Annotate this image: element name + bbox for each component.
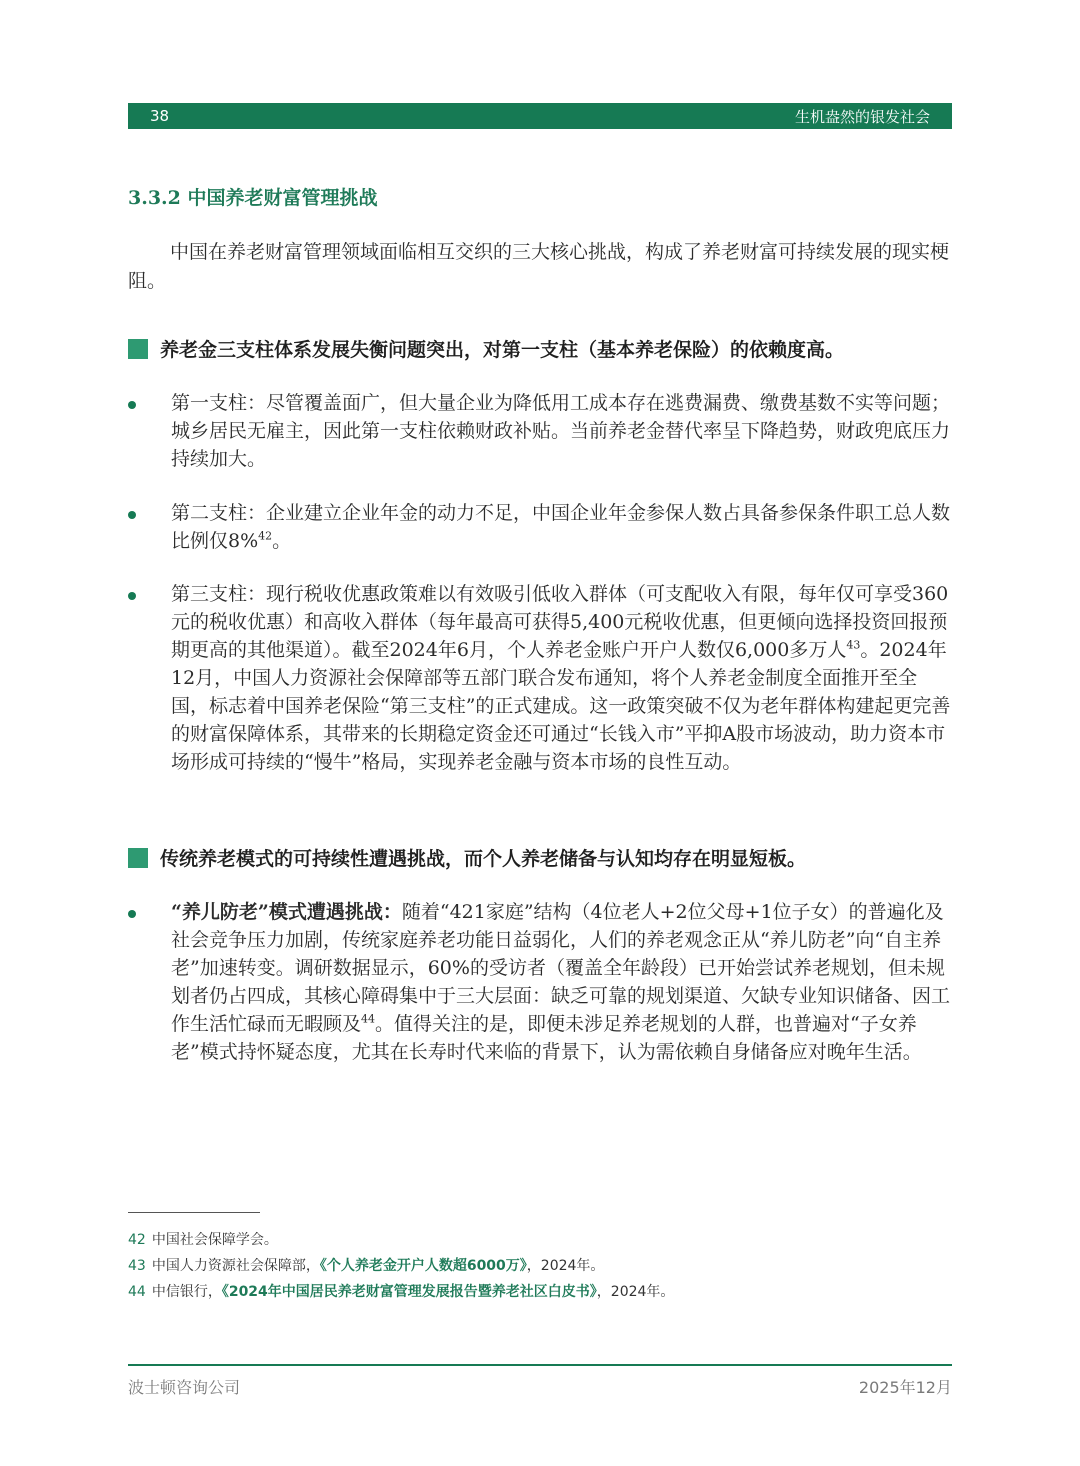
bullet-pillar-1: [128, 389, 952, 473]
subheading-pillar-imbalance: [128, 335, 952, 362]
footnote-ref: 44: [361, 1012, 376, 1026]
green-square-marker: [128, 848, 148, 868]
intro-paragraph: 中国在养老财富管理领域面临相互交织的三大核心挑战，构成了养老财富可持续发展的现实梗阻。: [128, 241, 950, 292]
footnotes: [128, 1227, 674, 1305]
bullet-text: [171, 898, 952, 1066]
bullet-dot: [128, 592, 136, 600]
footnote-number: 42: [128, 1232, 146, 1248]
footnote-item: [128, 1279, 674, 1305]
footnote-ref: 43: [846, 638, 861, 652]
bullet-pillar-3: [128, 580, 952, 776]
bullet-dot: [128, 910, 136, 918]
bullet-text: [171, 580, 952, 776]
footer-divider: [128, 1364, 952, 1366]
footnote-item: [128, 1227, 674, 1253]
bullet-body: 第二支柱：企业建立企业年金的动力不足，中国企业年金参保人数占具备参保条件职工总人数比例仅8%: [171, 502, 951, 552]
footer-company: 波士顿咨询公司: [128, 1378, 241, 1397]
footnote-text: 中国人力资源社会保障部，: [151, 1258, 320, 1274]
subheading-text: 养老金三支柱体系发展失衡问题突出，对第一支柱（基本养老保险）的依赖度高。: [160, 339, 845, 361]
bullet-dot: [128, 511, 136, 519]
section-heading: 3.3.2 中国养老财富管理挑战: [128, 187, 378, 209]
header-bar: [128, 103, 952, 129]
footnote-item: [128, 1253, 674, 1279]
bullet-pillar-2: [128, 499, 952, 555]
bullet-body: 随着“421家庭”结构（4位老人+2位父母+1位子女）的普遍化及社会竞争压力加剧，传统家庭养老功能日益弱化，人们的养老观念正从“养儿防老”向“自主养老”加速转变。调研数据显示，60%的受访者（覆盖全年龄段）已开始尝试养老规划，但未规划者仍占四成，其核心障碍集中于三大层面：缺乏可靠的规划渠道、欠缺专业知识储备、因工作生活忙碌而无暇顾及: [171, 901, 951, 1035]
footnote-title: 《2024年中国居民养老财富管理发展报告暨养老社区白皮书》: [221, 1284, 597, 1300]
footnote-text: 中国社会保障学会。: [151, 1232, 278, 1248]
bullet-dot: [128, 401, 136, 409]
footer-date: 2025年12月: [858, 1378, 952, 1397]
footnote-tail: ，2024年。: [596, 1284, 675, 1300]
bullet-body: 第三支柱：现行税收优惠政策难以有效吸引低收入群体（可支配收入有限，每年仅可享受360元的税收优惠）和高收入群体（每年最高可获得5,400元税收优惠，但更倾向选择投资回报预期更高的其他渠道）。截至2024年6月，个人养老金账户开户人数仅6,000多万人: [171, 583, 949, 661]
bullet-text: 第一支柱：尽管覆盖面广，但大量企业为降低用工成本存在逃费漏费、缴费基数不实等问题；城乡居民无雇主，因此第一支柱依赖财政补贴。当前养老金替代率呈下降趋势，财政兜底压力持续加大。: [171, 392, 951, 470]
page-number: 38: [150, 107, 170, 125]
bullet-raising-children: [128, 898, 952, 1066]
bullet-text: [171, 499, 952, 555]
footnote-number: 43: [128, 1258, 146, 1274]
subheading-traditional-model: [128, 844, 952, 871]
bullet-end: 。: [272, 530, 292, 552]
green-square-marker: [128, 339, 148, 359]
footnote-number: 44: [128, 1284, 146, 1300]
footnote-tail: ，2024年。: [526, 1258, 605, 1274]
footnote-text: 中信银行，: [151, 1284, 222, 1300]
bullet-lead: “养儿防老”模式遭遇挑战：: [171, 901, 402, 923]
footnote-title: 《个人养老金开户人数超6000万》: [319, 1258, 527, 1274]
subheading-text: 传统养老模式的可持续性遭遇挑战，而个人养老储备与认知均存在明显短板。: [160, 848, 807, 870]
bullet-body-cont: 。2024年12月，中国人力资源社会保障部等五部门联合发布通知，将个人养老金制度全面推开至全国，标志着中国养老保险“第三支柱”的正式建成。这一政策突破不仅为老年群体构建起更完善的财富保障体系，其带来的长期稳定资金还可通过“长钱入市”平抑A股市场波动，助力资本市场形成可持续的“慢牛”格局，实现养老金融与资本市场的良性互动。: [171, 639, 951, 773]
bullet-body-cont: 。值得关注的是，即便未涉足养老规划的人群，也普遍对“子女养老”模式持怀疑态度，尤其在长寿时代来临的背景下，认为需依赖自身储备应对晚年生活。: [171, 1013, 922, 1063]
footnote-divider: [128, 1212, 260, 1213]
footnote-ref: 42: [258, 529, 273, 543]
report-title: 生机盎然的银发社会: [794, 108, 930, 126]
